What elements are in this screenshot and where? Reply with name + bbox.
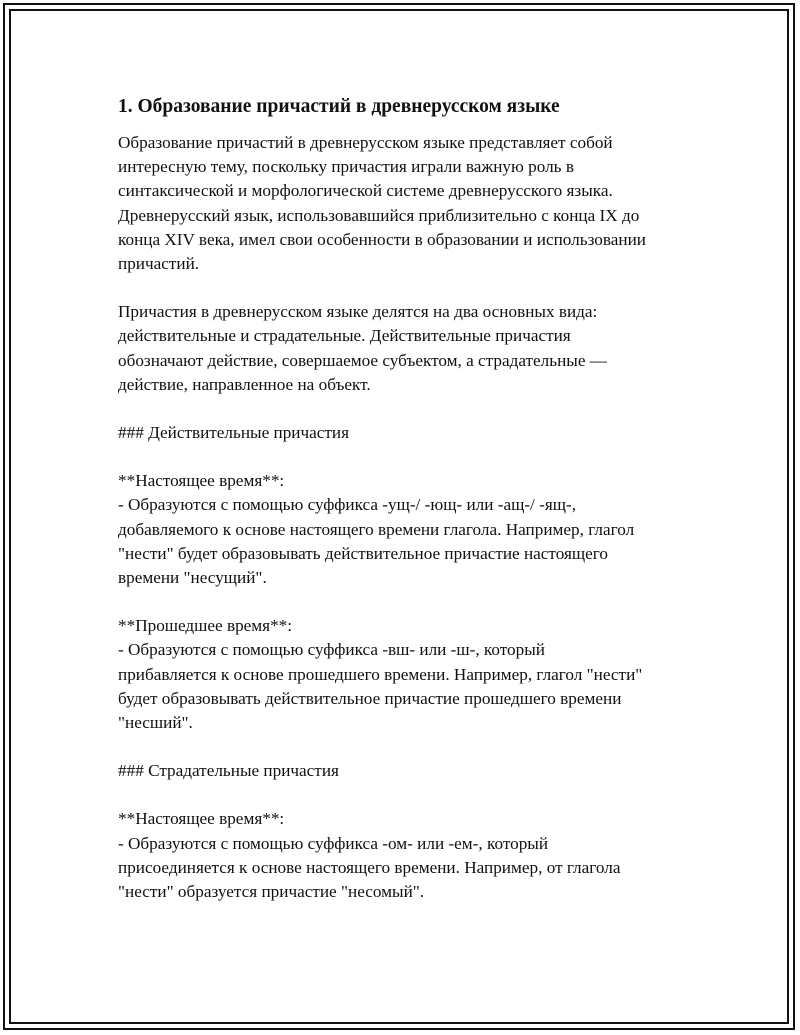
heading-active-participles — [118, 421, 698, 445]
text-line: добавляемого к основе настоящего времени глагола. Например, глагол — [118, 519, 635, 539]
text-line: прибавляется к основе прошедшего времени. Например, глагол "нести" — [118, 664, 643, 684]
text-line: присоединяется к основе настоящего времени. Например, от глагола — [118, 857, 621, 877]
paragraph-active-past — [118, 614, 698, 735]
text-line: "нести" образуется причастие "несомый". — [118, 882, 425, 902]
text-line: синтаксической и морфологической системе древнерусского языка. — [118, 181, 613, 201]
text-line: ### Страдательные причастия — [118, 761, 339, 781]
text-line: Причастия в древнерусском языке делятся на два основных вида: — [118, 302, 598, 322]
text-line: действительные и страдательные. Действительные причастия — [118, 326, 571, 346]
heading-passive-participles — [118, 759, 698, 783]
text-line: Древнерусский язык, использовавшийся приблизительно с конца IX до — [118, 205, 640, 225]
paragraph-types — [118, 300, 698, 397]
text-line: времени "несущий". — [118, 568, 267, 588]
text-line: "нести" будет образовывать действительное причастие настоящего — [118, 543, 608, 563]
text-line: - Образуются с помощью суффикса -вш- или -ш-, который — [118, 640, 545, 660]
text-line: - Образуются с помощью суффикса -ущ-/ -ющ- или -ащ-/ -ящ-, — [118, 495, 576, 515]
text-line: - Образуются с помощью суффикса -ом- или -ем-, который — [118, 833, 549, 853]
text-line: причастий. — [118, 254, 200, 274]
text-line: интересную тему, поскольку причастия играли важную роль в — [118, 157, 574, 177]
text-line: "несший". — [118, 713, 193, 733]
text-line: обозначают действие, совершаемое субъектом, а страдательные — — [118, 350, 607, 370]
document-title: 1. Образование причастий в древнерусском языке — [118, 96, 560, 117]
paragraph-active-present — [118, 469, 698, 590]
document-body — [118, 95, 698, 928]
text-line: **Прошедшее время**: — [118, 616, 293, 636]
text-line: **Настоящее время**: — [118, 809, 285, 829]
text-line: действие, направленное на объект. — [118, 374, 371, 394]
paragraph-intro — [118, 131, 698, 276]
text-line: будет образовывать действительное причастие прошедшего времени — [118, 688, 622, 708]
paragraph-passive-present — [118, 807, 698, 904]
text-line: ### Действительные причастия — [118, 423, 350, 443]
text-line: конца XIV века, имел свои особенности в образовании и использовании — [118, 229, 646, 249]
text-line: Образование причастий в древнерусском языке представляет собой — [118, 133, 613, 152]
text-line: **Настоящее время**: — [118, 471, 285, 491]
